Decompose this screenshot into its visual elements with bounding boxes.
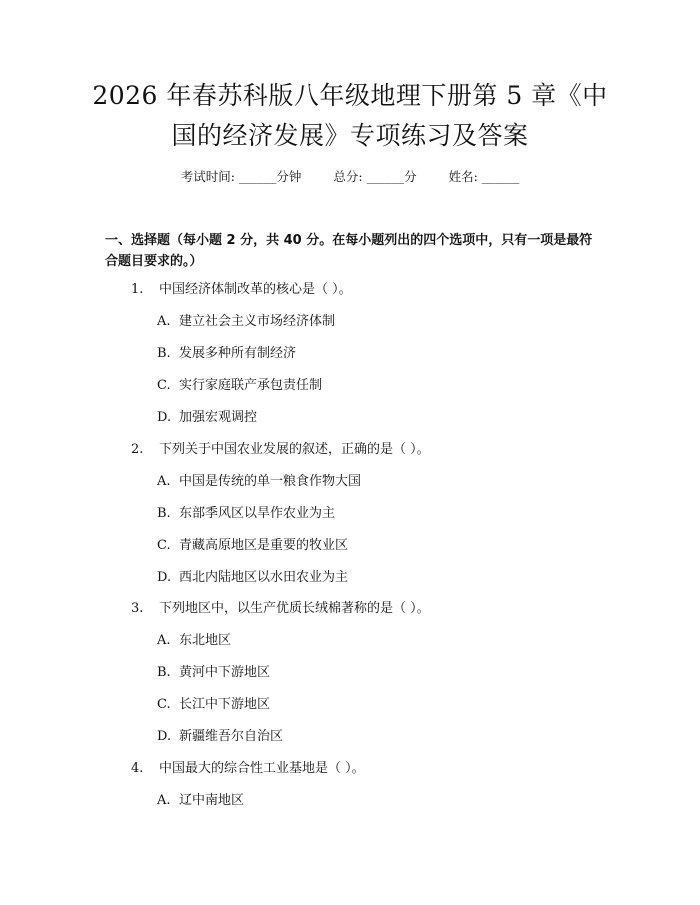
section-heading: 一、选择题（每小题 2 分，共 40 分。在每小题列出的四个选项中，只有一项是最符合题目要求的。） — [105, 233, 593, 269]
option-label: C. — [157, 538, 171, 553]
option-text: 建立社会主义市场经济体制 — [179, 314, 336, 329]
question-number: 2. — [131, 442, 144, 457]
option-text: 中国是传统的单一粮食作物大国 — [179, 474, 362, 489]
option-label: B. — [157, 665, 171, 680]
option-label: D. — [157, 729, 172, 744]
option-3c — [157, 696, 270, 714]
option-4a — [157, 792, 244, 810]
option-2b — [157, 505, 335, 523]
student-name-label: 姓名: ______ — [448, 169, 520, 184]
option-1d — [157, 409, 257, 427]
option-2d — [157, 569, 348, 587]
exam-meta — [0, 168, 700, 186]
question-3 — [131, 600, 430, 618]
option-text: 实行家庭联产承包责任制 — [179, 378, 323, 393]
question-number: 3. — [131, 601, 144, 616]
total-score-label: 总分: ______分 — [333, 169, 417, 184]
option-text: 加强宏观调控 — [179, 410, 258, 425]
question-text: 下列地区中，以生产优质长绒棉著称的是（ ）。 — [159, 601, 430, 616]
option-label: B. — [157, 506, 171, 521]
option-text: 东部季风区以旱作农业为主 — [179, 506, 336, 521]
exam-time-label: 考试时间: ______分钟 — [180, 169, 302, 184]
question-4 — [131, 760, 365, 778]
option-label: A. — [157, 633, 171, 648]
option-label: B. — [157, 346, 171, 361]
option-label: A. — [157, 314, 171, 329]
question-number: 4. — [131, 761, 144, 776]
option-label: C. — [157, 378, 171, 393]
option-text: 黄河中下游地区 — [179, 665, 271, 680]
option-text: 发展多种所有制经济 — [179, 346, 297, 361]
option-text: 新疆维吾尔自治区 — [179, 729, 284, 744]
question-text: 中国经济体制改革的核心是（ ）。 — [159, 282, 352, 297]
question-number: 1. — [131, 282, 144, 297]
option-3b — [157, 664, 270, 682]
option-label: A. — [157, 474, 171, 489]
question-1 — [131, 281, 352, 299]
option-label: D. — [157, 410, 172, 425]
option-label: D. — [157, 570, 172, 585]
option-text: 西北内陆地区以水田农业为主 — [179, 570, 349, 585]
question-text: 中国最大的综合性工业基地是（ ）。 — [159, 761, 365, 776]
option-2a — [157, 473, 361, 491]
question-2 — [131, 441, 430, 459]
option-1c — [157, 377, 322, 395]
option-label: A. — [157, 793, 171, 808]
title-line-2: 国的经济发展》专项练习及答案 — [171, 121, 529, 150]
option-text: 辽中南地区 — [179, 793, 245, 808]
option-text: 东北地区 — [179, 633, 232, 648]
option-text: 长江中下游地区 — [179, 697, 271, 712]
option-1b — [157, 345, 296, 363]
option-label: C. — [157, 697, 171, 712]
option-3d — [157, 728, 283, 746]
question-text: 下列关于中国农业发展的叙述，正确的是（ ）。 — [159, 442, 430, 457]
page-title — [60, 76, 640, 156]
option-3a — [157, 632, 231, 650]
option-text: 青藏高原地区是重要的牧业区 — [179, 538, 349, 553]
option-1a — [157, 313, 335, 331]
title-line-1: 2026 年春苏科版八年级地理下册第 5 章《中 — [92, 81, 608, 110]
option-2c — [157, 537, 348, 555]
